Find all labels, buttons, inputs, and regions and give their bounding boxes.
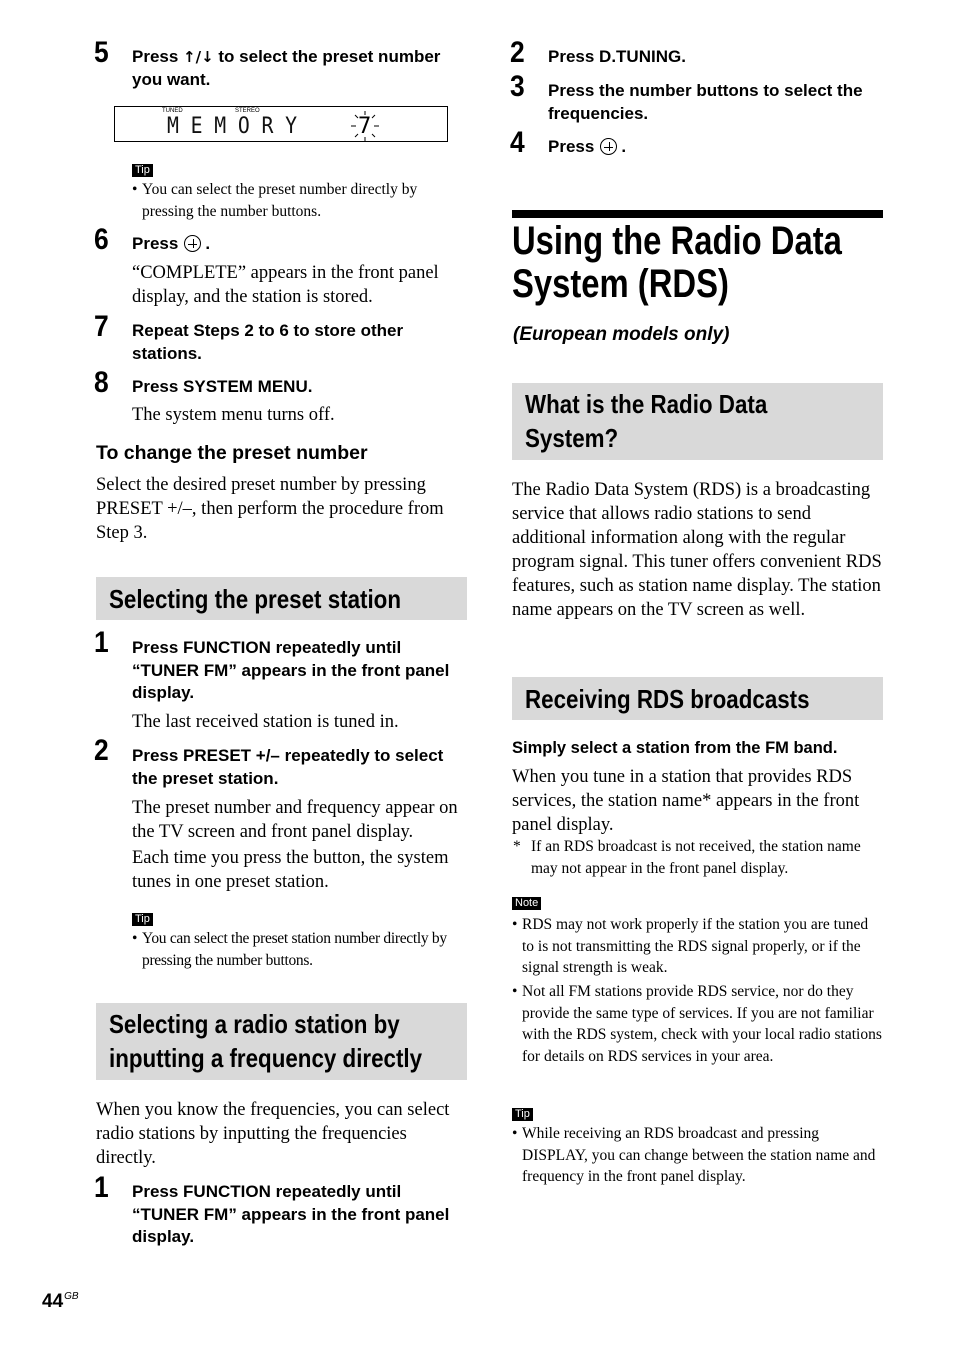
page-subtitle: (European models only) (513, 324, 730, 345)
step-body: “COMPLETE” appears in the front panel display, and the station is stored. (132, 263, 439, 307)
note-label: Note (512, 897, 541, 910)
tip-label: Tip (512, 1108, 533, 1121)
step-number: 8 (94, 366, 109, 399)
subheading: Simply select a station from the FM band. (512, 739, 838, 757)
step-number: 1 (94, 1171, 109, 1204)
up-down-arrow-icon: ↑/↓ (183, 48, 214, 66)
paragraph: Select the desired preset number by pressing PRESET +/–, then perform the procedure from Step 3. (96, 475, 444, 543)
tip-text: • You can select the preset station number directly by pressing the number buttons. (132, 930, 447, 969)
section-heading: Selecting the preset station (96, 577, 467, 620)
step-body: The last received station is tuned in. (132, 712, 399, 732)
tip-label: Tip (132, 164, 153, 177)
step-body: The system menu turns off. (132, 405, 335, 425)
step-number: 6 (94, 223, 109, 256)
enter-button-icon (600, 138, 617, 155)
step-number: 3 (510, 70, 525, 103)
paragraph: The Radio Data System (RDS) is a broadcasting service that allows radio stations to send additional information along with the regular program signal. This tuner offers convenient RDS features, such as station name display. The station name appears on the TV screen as well. (512, 480, 882, 620)
step-title: Press FUNCTION repeatedly until “TUNER FM” appears in the front panel display. (132, 638, 450, 702)
tuned-indicator: TUNED (162, 108, 183, 114)
step-title: Press D.TUNING. (548, 47, 686, 66)
note-item: • Not all FM stations provide RDS service, nor do they provide the same type of services. If you are not familiar with the RDS system, check with your local radio stations for details on RDS services in your area. (512, 983, 882, 1065)
section-heading: What is the Radio Data System? (512, 383, 883, 460)
step-title: Press . (548, 137, 627, 156)
step-title: Repeat Steps 2 to 6 to store other stations. (132, 321, 404, 363)
section-heading: Receiving RDS broadcasts (512, 677, 883, 720)
step-number: 5 (94, 36, 109, 69)
tip-text: • You can select the preset number directly by pressing the number buttons. (132, 181, 418, 220)
step-number: 7 (94, 310, 109, 343)
step-title: Press SYSTEM MENU. (132, 377, 313, 396)
tip-text: • While receiving an RDS broadcast and pressing DISPLAY, you can change between the station name and frequency in the front panel display. (512, 1125, 876, 1185)
section-heading: Selecting a radio station by inputting a frequency directly (96, 1003, 467, 1080)
step-number: 2 (510, 36, 525, 69)
preset-digit: 7 (358, 114, 372, 139)
paragraph: When you tune in a station that provides RDS services, the station name* appears in the front panel display. (512, 767, 860, 835)
footnote: * If an RDS broadcast is not received, the station name may not appear in the front panel display. (513, 838, 861, 877)
front-panel-display (114, 106, 448, 142)
subheading: To change the preset number (96, 442, 368, 464)
page-number: $44^{GB}$ (42, 1291, 79, 1312)
step-title: Press FUNCTION repeatedly until “TUNER FM” appears in the front panel display. (132, 1182, 450, 1246)
step-number: 4 (510, 126, 525, 159)
step-body: The preset number and frequency appear on the TV screen and front panel display. (132, 798, 458, 842)
stereo-indicator: STEREO (235, 108, 260, 114)
step-number: 1 (94, 626, 109, 659)
note-item: • RDS may not work properly if the station you are tuned to is not transmitting the RDS signal properly, or if the signal strength is weak. (512, 916, 869, 976)
display-text: MEMORY (167, 114, 309, 139)
page-title: Using the Radio Data System (RDS) (512, 219, 842, 306)
step-title: Press ↑/↓ to select the preset number you want. (132, 47, 441, 89)
step-body: Each time you press the button, the system tunes in one preset station. (132, 848, 449, 892)
step-title: Press . (132, 234, 211, 253)
paragraph: When you know the frequencies, you can select radio stations by inputting the frequencies directly. (96, 1100, 450, 1168)
step-number: 2 (94, 734, 109, 767)
tip-label: Tip (132, 913, 153, 926)
step-title: Press the number buttons to select the frequencies. (548, 81, 863, 123)
step-title: Press PRESET +/– repeatedly to select the preset station. (132, 746, 444, 788)
title-rule (512, 210, 883, 218)
enter-button-icon (184, 235, 201, 252)
